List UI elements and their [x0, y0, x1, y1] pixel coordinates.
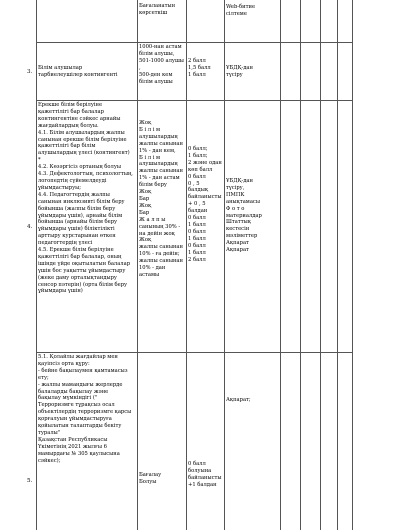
row-points: 0 балл болуына байланысты +1 балдан [188, 461, 222, 488]
row-separator [36, 352, 352, 353]
row-points: 0 балл; 1 балл; 2 және одан көп балл 0 балл 0 , 5 балдық байланысты + 0 , 5 балдан 0 балл 1 балл 0 балл 1 балл 0 балл 1 балл 2 балл [188, 146, 222, 263]
grid-line [300, 0, 301, 530]
row-measure: Бағалау Болуы [139, 472, 162, 485]
grid-line [337, 0, 338, 530]
grid-line [280, 0, 281, 530]
row-indicator: Білім алушылар тарбиелеушілер контингенті [38, 65, 118, 78]
row-measure: 1000-нан астам білім алушы, 501-1000 алушы , 500-ден кем білім алушы [139, 44, 184, 85]
grid-line [186, 0, 187, 530]
grid-line [320, 0, 321, 530]
grid-line [352, 0, 353, 530]
row-separator [36, 42, 352, 43]
row-number: 3. [27, 69, 33, 75]
row-indicator: Ерекше білім берілуіне қажеттілігі бар балалар контингентіне сәйкес арнайы жағдайлардың болуы. 4.1. Білім алушылардың жалпы санынан ерекше білім берілуіне қажеттілігі бар білім алушылардың үлесі (контингент) * 4.2. Көзәргісіз ортаның болуы 4.3. Дефектологтың, психологтың, логопедтің сүйемелдеуді ұйымдастыруы; 4.4. Педагогтердің жалпы санынан инклюзивті білім беру бойынша (жалпы білім беру ұйымдары үшін), арнайы білім бойынша (арнайы білім беру ұйымдары үшін) біліктілікті арттыру курстарынан өткен педагогтердің үлесі 4.5. Ерекше білім берілуіне қажеттілігі бар балалар, оның ішінде үйде оқытылатын балалар үшін бос уақытты ұйымдастыру (жеке даму орталықтандыру сенсор пәтерін) (орта білім беру ұйымдары үшін) [38, 102, 133, 295]
row-source: Ақпарат; [226, 397, 251, 403]
row-source: ҰБДҚ-дан түсіру, ПМПК анықтамасы Ф о т о материалдар Штаттық кестесін мәліметтер Ақпарат Ақпарат [226, 178, 262, 254]
header-method: Бағаланатын көрсеткіш [139, 3, 176, 16]
grid-line [224, 0, 225, 530]
row-measure: Жоқ Б і л і м алушылардың жалпы санынан 1% - дан кем, Б і л і м алушылардың жалпы санынан 1% - дан астам білім беру Жоқ Бар Жоқ Бар Ж а л п ы санының 30% - на дейін жоқ Жоқ жалпы санынан 10% - ға дейін; жалпы санынан 10% - дан астамы [139, 120, 183, 278]
row-indicator: 5.1. Қолайлы жағдайлар мен қауіпсіз орта құру: - бейне бақылаумен қамтамасыз ету; - жалпы мамандығы жерлерде балаларды бақылау және бақылау мүмкіндігі (" Терроризмге тұрақсыз осал объектілердің терроризмге қарсы қорғалуын ұйымдастыруға қойылатын талаптарды бекіту туралы" Қазақстан Республикасы Үкіметінің 2021 жылғы 6 мамырдағы № 305 қаулысына сәйкес); [38, 354, 132, 464]
row-number: 4. [27, 224, 33, 230]
row-separator [36, 100, 352, 101]
grid-line [137, 0, 138, 530]
row-source: ҰБДҚ-дан түсіру [226, 65, 253, 78]
header-source: Web-битие сілтеме [226, 4, 256, 17]
grid-line [36, 0, 37, 530]
row-points: 2 балл 1,5 балл 1 балл [188, 58, 211, 78]
row-number: 5. [27, 478, 33, 484]
